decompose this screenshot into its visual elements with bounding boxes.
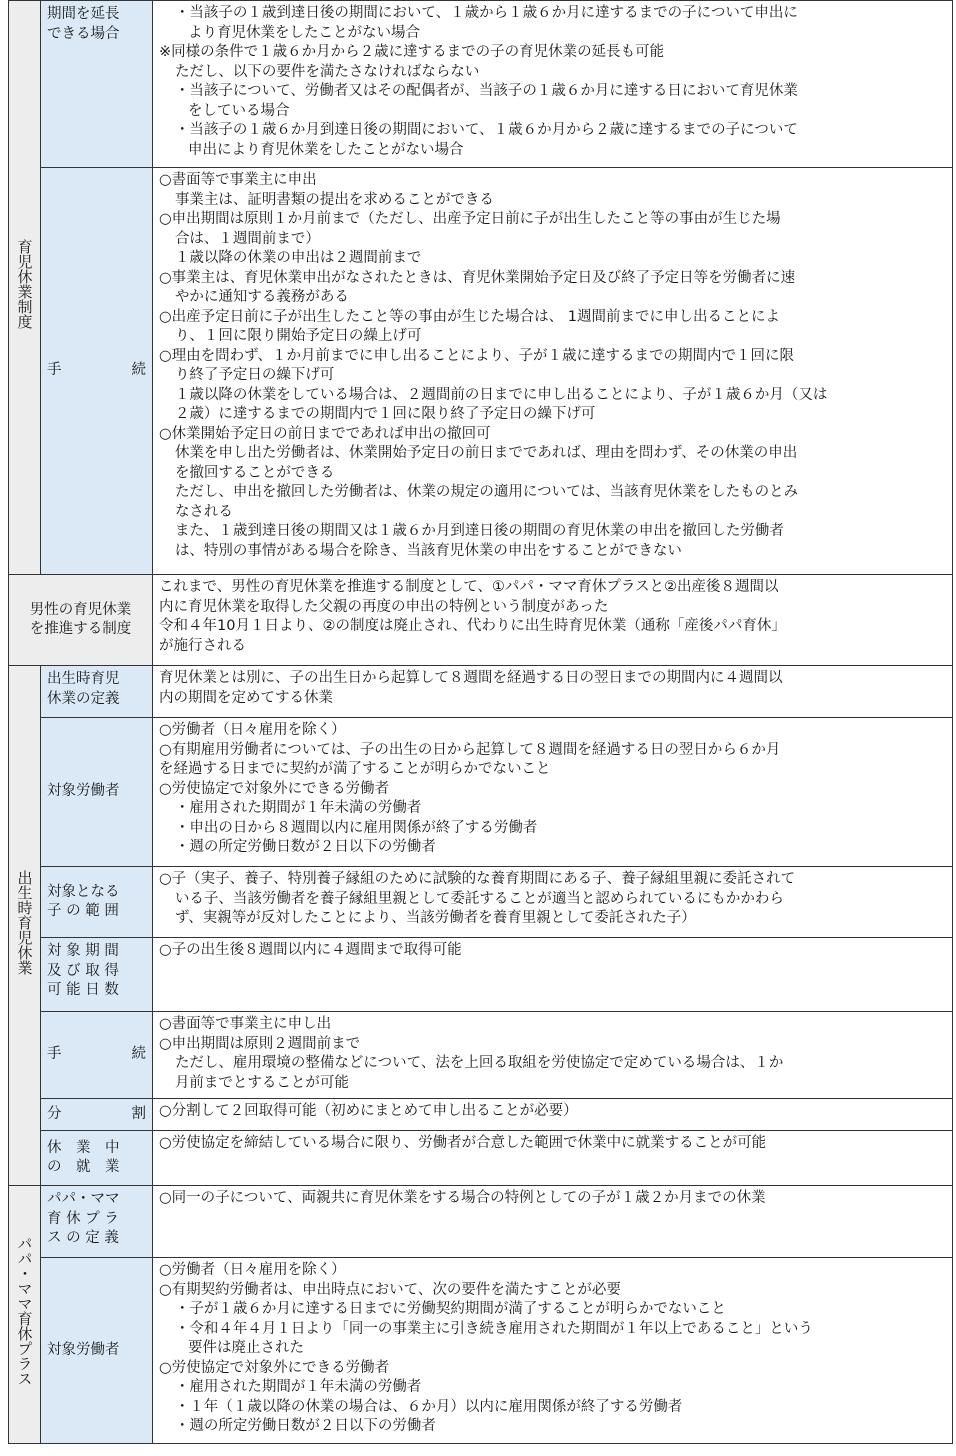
- row-label-child-scope: 対象となる 子 の 範 囲: [41, 867, 153, 938]
- table-row-procedure-2: [9, 1012, 953, 1099]
- table-row-period: [9, 938, 953, 1012]
- row-label-procedure-1: 手 続: [41, 168, 153, 575]
- row-content-extension: ・当該子の１歳到達日後の期間において、１歳から１歳６か月に達するまでの子について申出に より育児休業をしたことがない場合 ※同様の条件で１歳６か月から２歳に達するまでの子の育児休業の延長も可能 ただし、以下の要件を満たさなければならない ・当該子について、労働者又はその配偶者が、当該子の１歳６か月に達する日において育児休業 をしている場合 ・当該子の１歳６か月到達日後の期間において、１歳６か月から２歳に達するまでの子について 申出により育児休業をしたことがない場合: [153, 1, 953, 168]
- table-row-work-during-leave: [9, 1131, 953, 1186]
- row-label-male-promotion: 男性の育児休業 を推進する制度: [9, 575, 153, 666]
- row-content-period: ○子の出生後８週間以内に４週間まで取得可能: [153, 938, 953, 1012]
- table-row-eligible-workers-2: [9, 1258, 953, 1444]
- section-label-shusseiji: 出生時育児休業: [9, 666, 41, 1186]
- row-content-eligible-workers-2: ○労働者（日々雇用を除く） ○有期契約労働者は、申出時点において、次の要件を満たすことが必要 ・子が１歳６か月に達する日までに労働契約期間が満了することが明らかでないこと ・令和４年４月１日より「同一の事業主に引き続き雇用された期間が１年以上であること」という 要件は廃止された ○労使協定で対象外にできる労働者 ・雇用された期間が１年未満の労働者 ・１年（１歳以降の休業の場合は、６か月）以内に雇用関係が終了する労働者 ・週の所定労働日数が２日以下の労働者: [153, 1258, 953, 1444]
- row-content-birth-leave-definition: 育児休業とは別に、子の出生日から起算して８週間を経過する日の翌日までの期間内に４週間以 内の期間を定めてする休業: [153, 666, 953, 718]
- table-row-child-scope: [9, 867, 953, 938]
- row-content-split: ○分割して２回取得可能（初めにまとめて申し出ることが必要）: [153, 1099, 953, 1131]
- row-label-eligible-workers-2: 対象労働者: [41, 1258, 153, 1444]
- row-label-eligible-workers-1: 対象労働者: [41, 718, 153, 867]
- row-content-eligible-workers-1: ○労働者（日々雇用を除く） ○有期雇用労働者については、子の出生の日から起算して８週間を経過する日の翌日から６か月 を経過する日までに契約が満了することが明らかでないこと ○労使協定で対象外にできる労働者 ・雇用された期間が１年未満の労働者 ・申出の日から８週間以内に雇用関係が終了する労働者 ・週の所定労働日数が２日以下の労働者: [153, 718, 953, 867]
- table-row-split: [9, 1099, 953, 1131]
- row-content-papamama-definition: ○同一の子について、両親共に育児休業をする場合の特例としての子が１歳２か月までの休業: [153, 1186, 953, 1258]
- section-label-ikuji: 育児休業制度: [9, 1, 41, 575]
- table-row-extension: [9, 1, 953, 168]
- row-label-papamama-definition: パパ・ママ 育 休 プ ラ ス の 定 義: [41, 1186, 153, 1258]
- row-label-procedure-2: 手 続: [41, 1012, 153, 1099]
- row-content-child-scope: ○子（実子、養子、特別養子縁組のために試験的な養育期間にある子、養子縁組里親に委託されて いる子、当該労働者を養子縁組里親として委託することが適当と認められているにもかかわら ず、実親等が反対したことにより、当該労働者を養育里親として委託された子）: [153, 867, 953, 938]
- row-label-period: 対 象 期 間 及 び 取 得 可 能 日 数: [41, 938, 153, 1012]
- row-label-split: 分 割: [41, 1099, 153, 1131]
- table-row-papamama-definition: [9, 1186, 953, 1258]
- document-frame: [8, 0, 952, 1452]
- table-row-male-promotion: [9, 575, 953, 666]
- row-content-male-promotion: これまで、男性の育児休業を推進する制度として、①パパ・ママ育休プラスと②出産後８週間以 内に育児休業を取得した父親の再度の申出の特例という制度があった 令和４年10月１日より、②の制度は廃止され、代わりに出生時育児休業（通称「産後パパ育休」 が施行される: [153, 575, 953, 666]
- row-label-work-during-leave: 休 業 中 の 就 業: [41, 1131, 153, 1186]
- section-label-papamama: パパ・ママ育休プラス: [9, 1186, 41, 1444]
- table-row-procedure-1: [9, 168, 953, 575]
- row-label-extension: 期間を延長 できる場合: [41, 1, 153, 168]
- row-content-procedure-2: ○書面等で事業主に申し出 ○申出期間は原則２週間前まで ただし、雇用環境の整備などについて、法を上回る取組を労使協定で定めている場合は、１か 月前までとすることが可能: [153, 1012, 953, 1099]
- childcare-leave-table: [8, 0, 953, 1444]
- table-row-birth-leave-definition: [9, 666, 953, 718]
- row-content-procedure-1: ○書面等で事業主に申出 事業主は、証明書類の提出を求めることができる ○申出期間は原則１か月前まで（ただし、出産予定日前に子が出生したこと等の事由が生じた場 合は、１週間前まで） １歳以降の休業の申出は２週間前まで ○事業主は、育児休業申出がなされたときは、育児休業開始予定日及び終了予定日等を労働者に速 やかに通知する義務がある ○出産予定日前に子が出生したこと等の事由が生じた場合は、 1週間前までに申し出ることによ り、１回に限り開始予定日の繰上げ可 ○理由を問わず、１か月前までに申し出ることにより、子が１歳に達するまでの期間内で１回に限 り終了予定日の繰下げ可 １歳以降の休業をしている場合は、２週間前の日までに申し出ることにより、子が１歳６か月（又は ２歳）に達するまでの期間内で１回に限り終了予定日の繰下げ可 ○休業開始予定日の前日までであれば申出の撤回可 休業を申し出た労働者は、休業開始予定日の前日までであれば、理由を問わず、その休業の申出 を撤回することができる ただし、申出を撤回した労働者は、休業の規定の適用については、当該育児休業をしたものとみ なされる また、１歳到達日後の期間又は１歳６か月到達日後の期間の育児休業の申出を撤回した労働者 は、特別の事情がある場合を除き、当該育児休業の申出をすることができない: [153, 168, 953, 575]
- table-row-eligible-workers-1: [9, 718, 953, 867]
- row-label-birth-leave-definition: 出生時育児 休業の定義: [41, 666, 153, 718]
- row-content-work-during-leave: ○労使協定を締結している場合に限り、労働者が合意した範囲で休業中に就業することが可能: [153, 1131, 953, 1186]
